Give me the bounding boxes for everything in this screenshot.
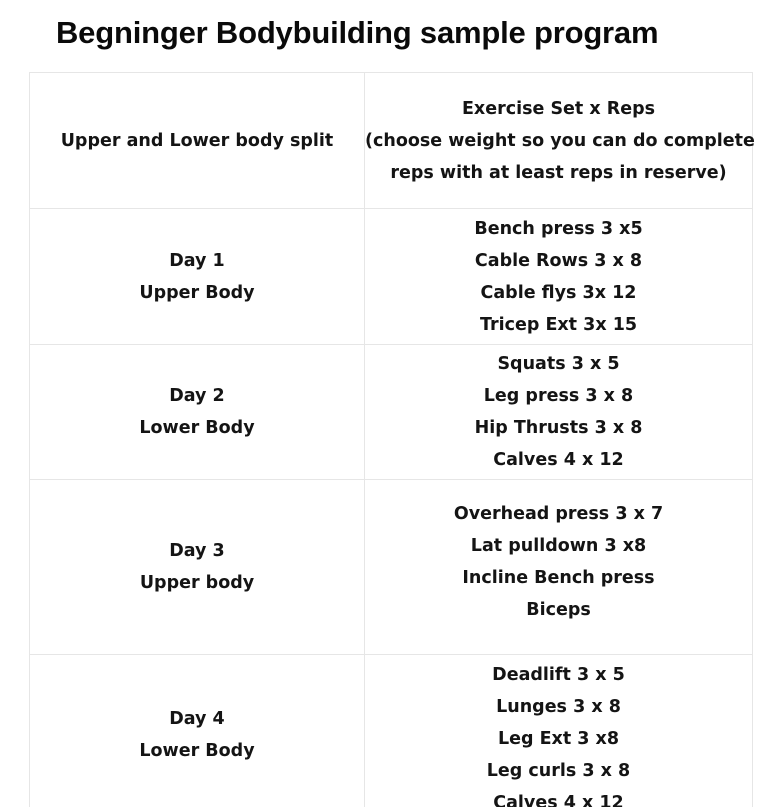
exercise-item: Hip Thrusts 3 x 8: [474, 418, 643, 438]
day-cell: [30, 345, 365, 480]
header-exercise-note: reps with at least reps in reserve): [390, 162, 727, 183]
day-label: Day 2: [169, 386, 225, 406]
exercise-item: Incline Bench press: [462, 568, 655, 588]
day-label: Day 4: [169, 709, 225, 729]
exercise-item: Overhead press 3 x 7: [453, 504, 664, 524]
exercise-item: Cable Rows 3 x 8: [474, 250, 643, 271]
header-exercise-label: Exercise Set x Reps: [461, 98, 656, 119]
day-label: Day 3: [169, 541, 225, 561]
exercise-item: Calves 4 x 12: [493, 450, 624, 470]
exercise-cell: [365, 480, 753, 655]
exercise-item: Lat pulldown 3 x8: [470, 536, 647, 556]
exercise-item: Leg press 3 x 8: [483, 386, 634, 406]
program-table: [29, 72, 753, 807]
exercise-cell: [365, 345, 753, 480]
exercise-cell: [365, 655, 753, 807]
table-row-day-2: [30, 345, 753, 480]
exercise-item: Calves 4 x 12: [493, 793, 624, 807]
exercise-item: Leg Ext 3 x8: [497, 729, 620, 749]
day-focus: Lower Body: [139, 741, 255, 761]
exercise-item: Biceps: [526, 600, 591, 620]
table-row-day-1: [30, 209, 753, 345]
exercise-item: Tricep Ext 3x 15: [479, 314, 638, 335]
table-header-row: [30, 73, 753, 209]
day-cell: [30, 480, 365, 655]
table-row-day-3: [30, 480, 753, 655]
day-focus: Lower Body: [139, 418, 255, 438]
exercise-item: Bench press 3 x5: [474, 218, 643, 239]
exercise-item: Lunges 3 x 8: [496, 697, 621, 717]
exercise-item: Deadlift 3 x 5: [492, 665, 625, 685]
exercise-cell: [365, 209, 753, 345]
exercise-item: Cable flys 3x 12: [480, 282, 637, 303]
table-row-day-4: [30, 655, 753, 807]
header-split-label: Upper and Lower body split: [60, 130, 334, 151]
day-label: Day 1: [169, 250, 225, 271]
header-exercise-cell: [365, 73, 753, 209]
exercise-item: Leg curls 3 x 8: [486, 761, 631, 781]
header-exercise-note: (choose weight so you can do complete: [365, 130, 755, 151]
day-cell: [30, 209, 365, 345]
exercise-item: Squats 3 x 5: [497, 354, 620, 374]
header-split-cell: [30, 73, 365, 209]
day-cell: [30, 655, 365, 807]
page-title: Begninger Bodybuilding sample program: [56, 15, 659, 50]
day-focus: Upper body: [139, 573, 255, 593]
day-focus: Upper Body: [139, 282, 255, 303]
